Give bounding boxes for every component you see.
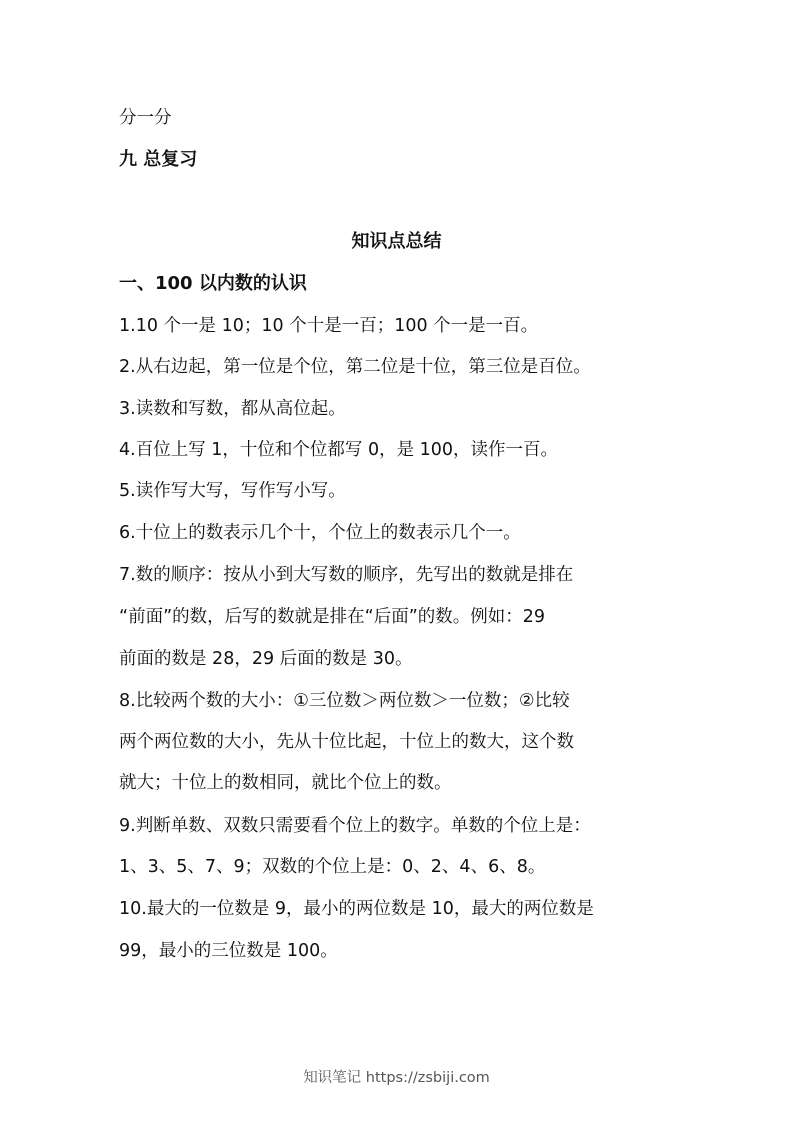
section-title-1: 一、100 以内数的认识 xyxy=(119,273,307,294)
summary-line-5: 5.读作写大写，写作写小写。 xyxy=(119,481,346,501)
summary-line-13: 9.判断单数、双数只需要看个位上的数字。单数的个位上是： xyxy=(119,816,591,836)
summary-line-4: 4.百位上写 1，十位和个位都写 0，是 100，读作一百。 xyxy=(119,440,559,460)
footer-watermark: 知识笔记 https://zsbiji.com xyxy=(303,1070,490,1086)
summary-line-3: 3.读数和写数，都从高位起。 xyxy=(119,399,346,419)
chapter-title: 九 总复习 xyxy=(119,149,198,170)
summary-line-16: 99，最小的三位数是 100。 xyxy=(119,941,338,961)
summary-line-10: 8.比较两个数的大小：①三位数＞两位数＞一位数；②比较 xyxy=(119,691,570,711)
summary-line-6: 6.十位上的数表示几个十，个位上的数表示几个一。 xyxy=(119,523,521,543)
summary-line-12: 就大；十位上的数相同，就比个位上的数。 xyxy=(119,773,452,793)
unit-label: 分一分 xyxy=(119,108,172,128)
summary-line-2: 2.从右边起，第一位是个位，第二位是十位，第三位是百位。 xyxy=(119,357,591,377)
summary-line-15: 10.最大的一位数是 9，最小的两位数是 10，最大的两位数是 xyxy=(119,899,594,919)
summary-line-14: 1、3、5、7、9；双数的个位上是：0、2、4、6、8。 xyxy=(119,857,546,877)
summary-line-1: 1.10 个一是 10；10 个十是一百；100 个一是一百。 xyxy=(119,316,539,336)
summary-line-9: 前面的数是 28，29 后面的数是 30。 xyxy=(119,649,413,669)
summary-title: 知识点总结 xyxy=(351,231,442,252)
summary-line-7: 7.数的顺序：按从小到大写数的顺序，先写出的数就是排在 xyxy=(119,565,574,585)
summary-line-8: “前面”的数，后写的数就是排在“后面”的数。例如：29 xyxy=(119,607,546,627)
summary-line-11: 两个两位数的大小，先从十位比起，十位上的数大，这个数 xyxy=(119,732,574,752)
